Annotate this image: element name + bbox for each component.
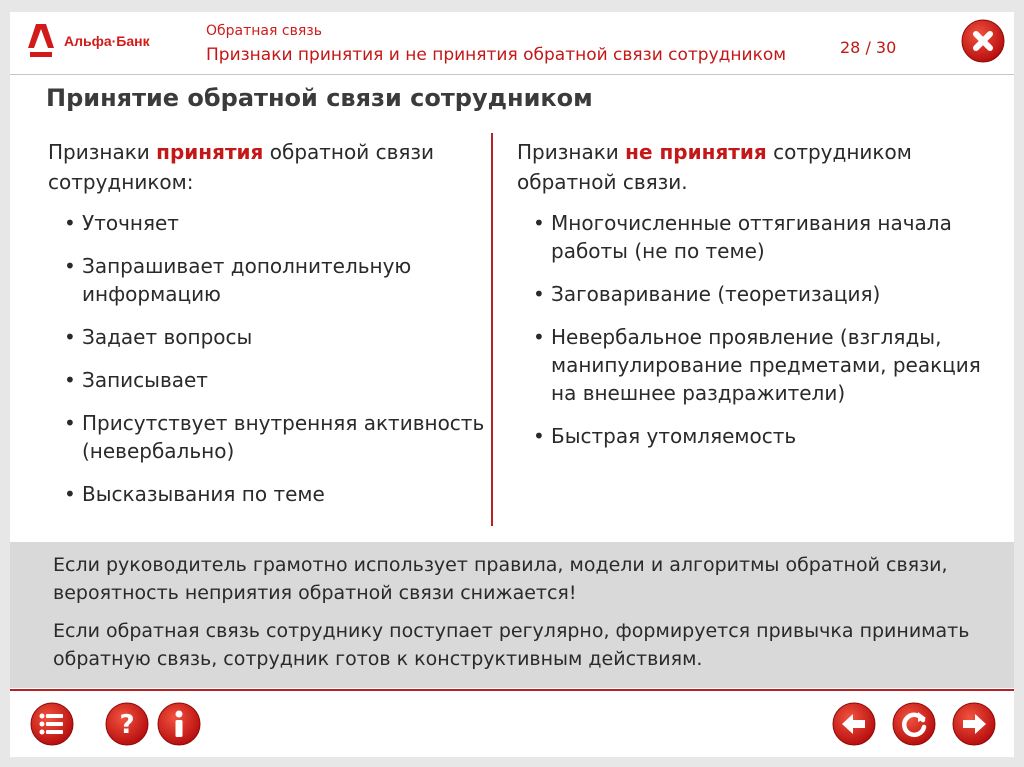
list-item xyxy=(517,422,1007,450)
help-button[interactable] xyxy=(105,702,149,746)
list-item-text: Высказывания по теме xyxy=(82,482,325,506)
breadcrumb-title: Признаки принятия и не принятия обратной связи сотрудником xyxy=(206,45,787,65)
non-acceptance-intro xyxy=(517,137,1007,197)
bullet-icon: • xyxy=(64,211,76,235)
list-item-text: Быстрая утомляемость xyxy=(551,424,797,448)
bullet-icon: • xyxy=(533,282,545,306)
list-item xyxy=(48,409,488,465)
list-item xyxy=(517,280,1007,308)
list-item xyxy=(517,209,1007,265)
list-item xyxy=(48,366,488,394)
list-item-text: Уточняет xyxy=(82,211,179,235)
intro-text: Признаки xyxy=(517,140,626,164)
list-item-text: Присутствует внутренняя активность (невербально) xyxy=(82,411,485,463)
summary-note: Если руководитель грамотно использует правила, модели и алгоритмы обратной связи, вероятность неприятия обратной связи снижается! xyxy=(53,554,948,604)
intro-text: обратной связи сотрудником: xyxy=(48,140,435,194)
close-button[interactable] xyxy=(961,19,1005,63)
acceptance-intro xyxy=(48,137,488,197)
back-button[interactable] xyxy=(832,702,876,746)
bullet-icon: • xyxy=(533,211,545,235)
list-item xyxy=(48,252,488,308)
acceptance-column xyxy=(48,137,488,523)
summary-panel xyxy=(10,542,1014,688)
footer-divider xyxy=(10,689,1014,691)
intro-text: Признаки xyxy=(48,140,157,164)
menu-button[interactable] xyxy=(30,702,74,746)
replay-button[interactable] xyxy=(892,702,936,746)
bullet-icon: • xyxy=(64,254,76,278)
summary-note: Если обратная связь сотруднику поступает регулярно, формируется привычка принимать обратную связь, сотрудник готов к конструктивным действиям. xyxy=(53,620,970,670)
alfa-logo-icon xyxy=(28,24,54,58)
header-divider xyxy=(10,74,1014,75)
list-item xyxy=(48,209,488,237)
bullet-icon: • xyxy=(533,325,545,349)
intro-highlight: принятия xyxy=(156,140,264,164)
help-icon: ? xyxy=(119,710,135,740)
bullet-icon: • xyxy=(64,482,76,506)
breadcrumb-section: Обратная связь xyxy=(206,23,322,39)
info-button[interactable] xyxy=(157,702,201,746)
list-item-text: Записывает xyxy=(82,368,208,392)
bullet-icon: • xyxy=(64,325,76,349)
bullet-icon: • xyxy=(64,411,76,435)
slide-title: Принятие обратной связи сотрудником xyxy=(46,84,593,112)
bullet-icon: • xyxy=(533,424,545,448)
next-button[interactable] xyxy=(952,702,996,746)
slide-frame xyxy=(10,12,1014,757)
non-acceptance-list xyxy=(517,209,1007,450)
intro-text: сотрудником обратной связи. xyxy=(517,140,912,194)
acceptance-list xyxy=(48,209,488,508)
list-item xyxy=(48,480,488,508)
intro-highlight: не принятия xyxy=(625,140,767,164)
brand-logo xyxy=(28,24,150,58)
info-icon xyxy=(176,711,183,738)
non-acceptance-column xyxy=(517,137,1007,465)
bullet-icon: • xyxy=(64,368,76,392)
list-item-text: Задает вопросы xyxy=(82,325,253,349)
list-item xyxy=(48,323,488,351)
page-counter: 28 / 30 xyxy=(840,38,897,57)
menu-icon xyxy=(40,714,64,735)
list-item-text: Запрашивает дополнительную информацию xyxy=(82,254,412,306)
list-item xyxy=(517,323,1007,407)
list-item-text: Заговаривание (теоретизация) xyxy=(551,282,881,306)
brand-name: Альфа·Банк xyxy=(64,33,150,49)
list-item-text: Многочисленные оттягивания начала работы (не по теме) xyxy=(551,211,952,263)
list-item-text: Невербальное проявление (взгляды, манипулирование предметами, реакция на внешнее раздражители) xyxy=(551,325,981,405)
column-divider xyxy=(491,133,493,526)
